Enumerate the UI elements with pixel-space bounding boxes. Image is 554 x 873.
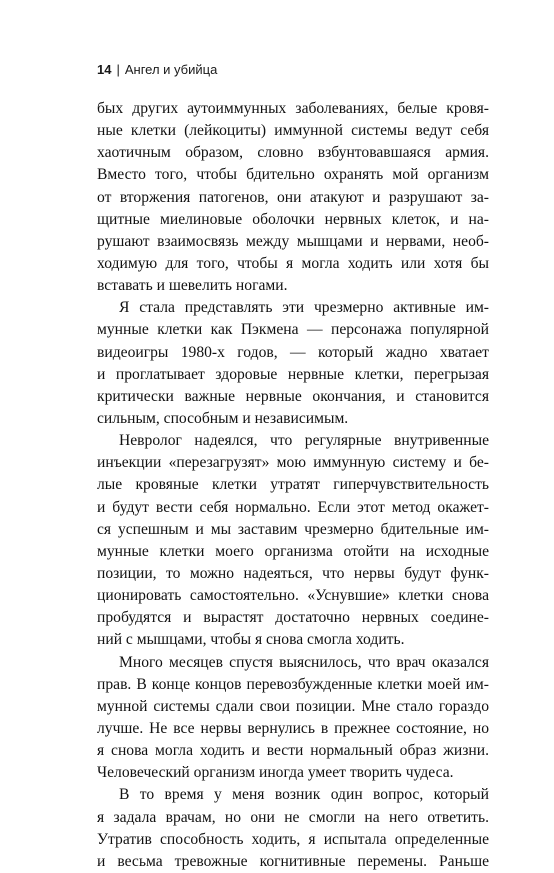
text-line: ные клетки (лейкоциты) иммунной системы ведут себя bbox=[97, 122, 489, 140]
text-line: ходимую для того, чтобы я могла ходить или хотя бы bbox=[97, 254, 489, 272]
text-line: критически важные нервные окончания, и становится bbox=[97, 387, 489, 405]
body-text bbox=[97, 98, 489, 873]
text-line: позиции, то можно надеяться, что нервы будут функ- bbox=[97, 564, 489, 582]
text-line: и весьма тревожные когнитивные перемены. Раньше bbox=[97, 852, 489, 870]
text-line: ний с мышцами, чтобы я снова смогла ходить. bbox=[97, 631, 405, 649]
text-line: лые кровяные клетки утратят гиперчувствительность bbox=[97, 476, 489, 494]
text-line: бых других аутоиммунных заболеваниях, белые кровя- bbox=[97, 100, 489, 117]
text-line: Невролог надеялся, что регулярные внутривенные bbox=[119, 432, 489, 450]
text-line: Вместо того, чтобы бдительно охранять мой организм bbox=[97, 166, 489, 184]
text-line: Я стала представлять эти чрезмерно активные им- bbox=[119, 299, 489, 317]
text-line: сильным, способным и независимым. bbox=[97, 409, 349, 427]
text-line: вставать и шевелить ногами. bbox=[97, 277, 288, 295]
text-line: Человеческий организм иногда умеет творить чудеса. bbox=[97, 764, 454, 782]
text-line: ся успешным и мы заставим чрезмерно бдительные им- bbox=[97, 520, 489, 538]
text-line: Много месяцев спустя выяснилось, что врач оказался bbox=[119, 653, 489, 671]
text-line: и проглатывает здоровые нервные клетки, перегрызая bbox=[97, 365, 489, 383]
text-line: В то время у меня возник один вопрос, который bbox=[119, 786, 489, 804]
text-line: мунные клетки как Пэкмена — персонажа популярной bbox=[97, 321, 489, 339]
text-line: от вторжения патогенов, они атакуют и разрушают за- bbox=[97, 188, 489, 206]
text-line: прав. В конце концов перевозбужденные клетки моей им- bbox=[97, 675, 489, 693]
text-line: пробудятся и вырастят достаточно нервных соедине- bbox=[97, 609, 489, 627]
text-line: ционировать самостоятельно. «Уснувшие» клетки снова bbox=[97, 587, 489, 605]
paragraph bbox=[97, 784, 489, 873]
text-line: хаотичным образом, словно взбунтовавшаяся армия. bbox=[97, 144, 489, 162]
text-line: и будут вести себя нормально. Если этот метод окажет- bbox=[97, 498, 489, 516]
text-line: я задала врачам, но они не смогли на него ответить. bbox=[97, 808, 489, 826]
page-number: 14 bbox=[97, 62, 112, 77]
text-line: мунной системы сдали свои позиции. Мне стало гораздо bbox=[97, 697, 489, 715]
running-head bbox=[97, 62, 217, 77]
chapter-title: Ангел и убийца bbox=[124, 62, 218, 77]
paragraph bbox=[97, 297, 489, 430]
text-line: рушают взаимосвязь между мышцами и нервами, необ- bbox=[97, 232, 489, 250]
text-line: щитные миелиновые оболочки нервных клеток, и на- bbox=[97, 210, 489, 228]
header-separator: | bbox=[116, 62, 120, 77]
text-line: инъекции «перезагрузят» мою иммунную систему и бе- bbox=[97, 454, 489, 472]
paragraph bbox=[97, 430, 489, 651]
text-line: лучше. Не все нервы вернулись в прежнее состояние, но bbox=[97, 719, 489, 737]
text-line: мунные клетки моего организма отойти на исходные bbox=[97, 542, 489, 560]
text-line: я снова могла ходить и вести нормальный образ жизни. bbox=[97, 742, 489, 760]
text-line: видеоигры 1980-х годов, — который жадно хватает bbox=[97, 343, 489, 361]
text-line: Утратив способность ходить, я испытала определенные bbox=[97, 830, 489, 848]
paragraph bbox=[97, 652, 489, 785]
paragraph bbox=[97, 98, 489, 297]
